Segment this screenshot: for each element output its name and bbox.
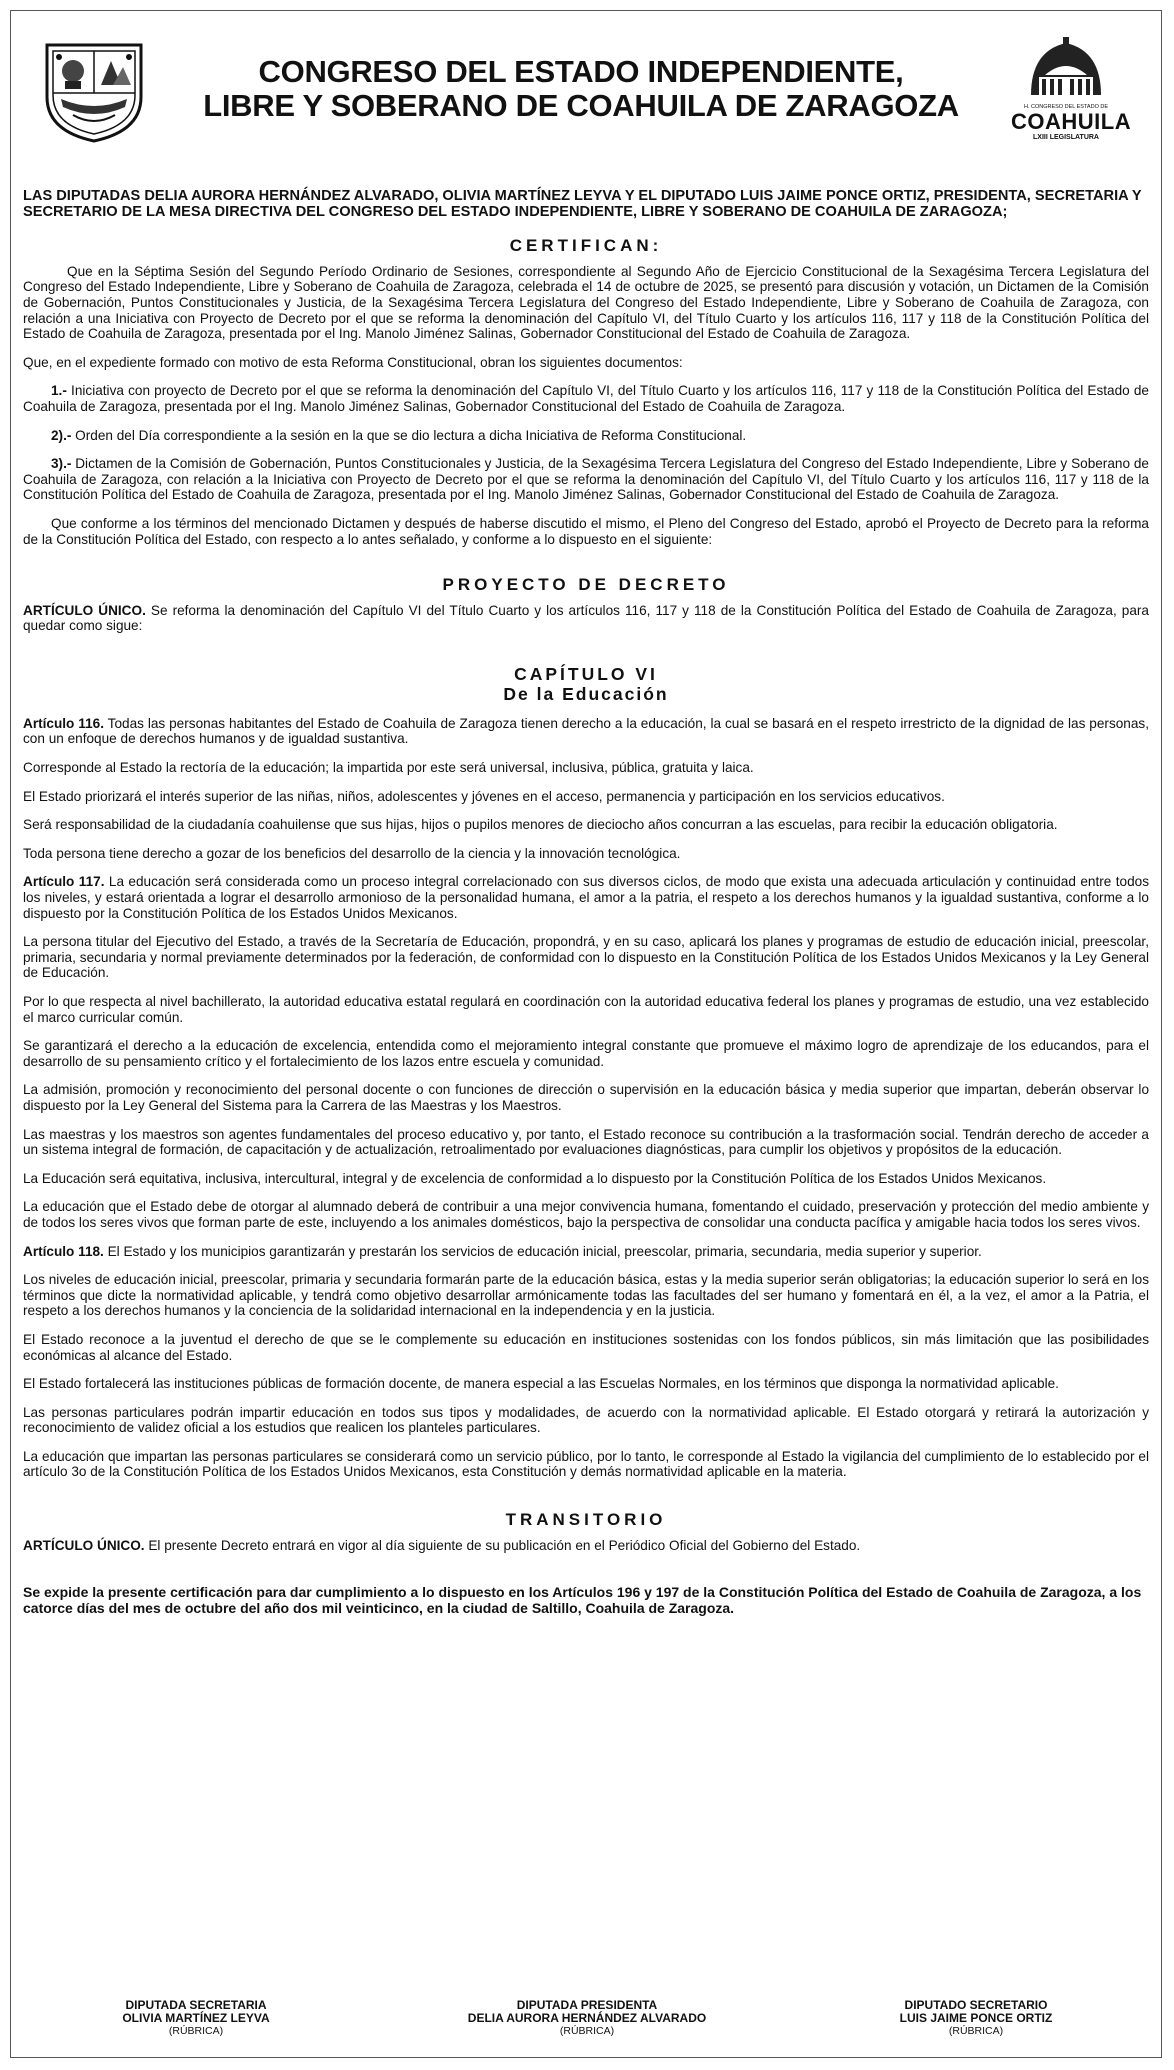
article-label: Artículo 116. — [23, 715, 104, 731]
article-paragraph — [23, 934, 1149, 981]
article-paragraph — [23, 1449, 1149, 1480]
signature-secretaria: DIPUTADA SECRETARIA OLIVIA MARTÍNEZ LEYVA (RÚBRICA) — [122, 1998, 270, 2037]
article-paragraph — [23, 846, 1149, 862]
seal-legislature: LXIII LEGISLATURA — [1033, 134, 1099, 141]
article-text: La educación que el Estado debe de otorgar al alumnado deberá de contribuir a una mejor convivencia humana, fomentando el cuidado, preservación y protección del medio ambiente y de todos los seres vivos que forman parte de este, incluyendo a los animales domésticos, bajo la perspectiva de consolidar una conducta pacífica y amigable hacia todos los seres vivos. — [23, 1199, 1149, 1230]
chapter-subtitle: De la Educación — [503, 683, 669, 704]
article-text: Corresponde al Estado la rectoría de la educación; la impartida por este será universal, inclusiva, pública, gratuita y laica. — [23, 760, 754, 776]
article-paragraph — [23, 1171, 1149, 1187]
article-text: La Educación será equitativa, inclusiva, intercultural, integral y de excelencia de conformidad a lo dispuesto por la Constitución Política de los Estados Unidos Mexicanos. — [23, 1170, 1047, 1186]
article-paragraph — [23, 1376, 1149, 1392]
article-paragraph — [23, 1199, 1149, 1230]
article-text: El Estado reconoce a la juventud el derecho de que se le complemente su educación en instituciones sostenidas con los fondos públicos, sin más limitación que las posibilidades económicas al alcance del Estado. — [23, 1331, 1149, 1363]
article-text: Por lo que respecta al nivel bachillerato, la autoridad educativa estatal regulará en coordinación con la autoridad educativa federal los planes y programas de estudio, una vez establecido el marco curricular común. — [23, 994, 1149, 1025]
page-title — [191, 55, 971, 123]
article-text: La educación será considerada como un proceso integral correlacionado con sus diversos ciclos, de modo que exista una adecuada articulación y continuidad entre todos los niveles, y estará orientada a lograr el desarrollo armonioso de la personalidad humana, el amor a la patria, el respeto a los derechos humanos y la igualdad sustantiva, conforme a lo dispuesto por la Constitución Política de los Estados Unidos Mexicanos. — [23, 874, 1149, 921]
document-item: 2).- Orden del Día correspondiente a la sesión en la que se dio lectura a dicha Iniciativa de Reforma Constitucional. — [51, 427, 747, 443]
article-paragraph — [23, 874, 1149, 921]
article-paragraph — [23, 817, 1149, 833]
certifican-heading: CERTIFICAN: — [509, 236, 663, 256]
signature-presidenta: DIPUTADA PRESIDENTA DELIA AURORA HERNÁNDEZ ALVARADO (RÚBRICA) — [467, 1998, 707, 2037]
closing-statement: Se expide la presente certificación para dar cumplimiento a lo dispuesto en los Artículos 196 y 197 de la Constitución Política del Estado de Coahuila de Zaragoza, a los catorce días del mes de octubre del año dos mil veinticinco, en la ciudad de Saltillo, Coahuila de Zaragoza. — [23, 1584, 1142, 1616]
document-item: 3).- Dictamen de la Comisión de Gobernación, Puntos Constitucionales y Justicia, de la Sexagésima Tercera Legislatura del Congreso del Estado Independiente, Libre y Soberano de Coahuila de Zaragoza, con relación a la Iniciativa con Proyecto de Decreto por el que se reforma la denominación del Capítulo VI, del Título Cuarto y los artículos 116, 117 y 118 de la Constitución Política del Estado de Coahuila de Zaragoza, presentada por el Ing. Manolo Jiménez Salinas, Gobernador Constitucional del Estado de Coahuila de Zaragoza. — [23, 456, 1149, 503]
article-paragraph — [23, 1082, 1149, 1113]
proyecto-heading: PROYECTO DE DECRETO — [442, 575, 730, 595]
expediente-paragraph: Que, en el expediente formado con motivo de esta Reforma Constitucional, obran los siguientes documentos: — [23, 354, 683, 370]
article-text: La persona titular del Ejecutivo del Estado, a través de la Secretaría de Educación, propondrá, y en su caso, aplicará los planes y programas de estudio de educación inicial, preescolar, primaria, secundaria y normal previamente determinados por la federación, de conformidad con lo dispuesto en la Constitución Política de los Estados Unidos Mexicanos y la Ley General de Educación. — [23, 934, 1149, 981]
article-paragraph — [23, 1244, 1149, 1260]
chapter-title: CAPÍTULO VI — [514, 663, 658, 684]
article-text: Se garantizará el derecho a la educación de excelencia, entendida como el mejoramiento integral constante que promueve el máximo logro de aprendizaje de los educandos, para el desarrollo de su pensamiento crítico y el fortalecimiento de los lazos entre escuela y comunidad. — [23, 1038, 1149, 1069]
transitorio-heading: TRANSITORIO — [505, 1510, 667, 1530]
article-text: Las maestras y los maestros son agentes fundamentales del proceso educativo y, por tanto, el Estado reconoce su contribución a la trasformación social. Tendrán derecho de acceder a un sistema integral de formación, de capacitación y de actualización, retroalimentado por evaluaciones diagnósticas, para cumplir los objetivos y propósitos de la educación. — [23, 1126, 1149, 1158]
signatures — [71, 1999, 1101, 2049]
article-paragraph — [23, 994, 1149, 1025]
articles-list — [23, 716, 1149, 1480]
article-paragraph — [23, 1332, 1149, 1363]
article-text: Los niveles de educación inicial, preescolar, primaria y secundaria formarán parte de la educación básica, estas y la media superior serán obligatorias; la educación superior lo será en los términos que dicte la normatividad aplicable, y tendrá como objetivo desarrollar armónicamente todas las facultades del ser humano y fomentará en él, a la vez, el amor a la Patria, el respeto a los derechos humanos y la conciencia de la solidaridad internacional en la independencia y en la justicia. — [23, 1272, 1149, 1319]
page-frame — [10, 10, 1162, 2058]
article-text: Toda persona tiene derecho a gozar de los beneficios del desarrollo de la ciencia y la innovación tecnológica. — [23, 845, 681, 861]
article-paragraph — [23, 1127, 1149, 1158]
article-paragraph — [23, 760, 1149, 776]
seal-top-text: H. CONGRESO DEL ESTADO DE — [1023, 104, 1109, 110]
articulo-unico: ARTÍCULO ÚNICO. Se reforma la denominación del Capítulo VI del Título Cuarto y los artículos 116, 117 y 118 de la Constitución Política del Estado de Coahuila de Zaragoza, para quedar como sigue: — [23, 602, 1149, 634]
article-paragraph — [23, 1272, 1149, 1319]
article-text: La admisión, promoción y reconocimiento del personal docente o con funciones de dirección o supervisión en la educación básica y media superior que impartan, deberán observar lo dispuesto por la Ley General del Sistema para la Carrera de las Maestras y los Maestros. — [23, 1082, 1149, 1113]
article-paragraph — [23, 1405, 1149, 1436]
article-label: Artículo 118. — [23, 1243, 104, 1259]
intro-paragraph: LAS DIPUTADAS DELIA AURORA HERNÁNDEZ ALVARADO, OLIVIA MARTÍNEZ LEYVA Y EL DIPUTADO LUIS JAIME PONCE ORTIZ, PRESIDENTA, SECRETARIA Y SECRETARIO DE LA MESA DIRECTIVA DEL CONGRESO DEL ESTADO INDEPENDIENTE, LIBRE Y SOBERANO DE COAHUILA DE ZARAGOZA; — [23, 188, 1142, 220]
coat-of-arms-icon — [39, 35, 149, 145]
article-text: Todas las personas habitantes del Estado de Coahuila de Zaragoza tienen derecho a la educación, la cual se basará en el respeto irrestricto de la dignidad de las personas, con un enfoque de derechos humanos y de igualdad sustantiva. — [23, 715, 1149, 747]
signature-secretario: DIPUTADO SECRETARIO LUIS JAIME PONCE ORTIZ (RÚBRICA) — [899, 1998, 1053, 2037]
article-text: El Estado fortalecerá las instituciones públicas de formación docente, de manera especial a las Escuelas Normales, en los términos que disponga la normatividad aplicable. — [23, 1376, 1059, 1392]
congress-seal — [1011, 37, 1132, 145]
article-label: Artículo 117. — [23, 874, 105, 890]
certifican-paragraph: Que en la Séptima Sesión del Segundo Período Ordinario de Sesiones, correspondiente al Segundo Año de Ejercicio Constitucional de la Sexagésima Tercera Legislatura del Congreso del Estado Independiente, Libre y Soberano de Coahuila de Zaragoza, celebrada el 14 de octubre de 2025, se presentó para discusión y votación, un Dictamen de la Comisión de Gobernación, Puntos Constitucionales y Justicia, de la Sexagésima Tercera Legislatura del Congreso del Estado Independiente, Libre y Soberano de Coahuila de Zaragoza, con relación a una Iniciativa con Proyecto de Decreto por el que se reforma la denominación del Capítulo VI, del Título Cuarto y los artículos 116, 117 y 118 de la Constitución Política del Estado de Coahuila de Zaragoza, presentada por el Ing. Manolo Jiménez Salinas, Gobernador Constitucional del Estado de Coahuila de Zaragoza. — [23, 263, 1149, 342]
title-line-2: LIBRE Y SOBERANO DE COAHUILA DE ZARAGOZA — [203, 88, 959, 123]
article-text: El Estado priorizará el interés superior de las niñas, niños, adolescentes y jóvenes en el acceso, permanencia y participación en los servicios educativos. — [23, 788, 945, 804]
seal-name: COAHUILA — [1011, 109, 1132, 134]
title-line-1: CONGRESO DEL ESTADO INDEPENDIENTE, — [258, 54, 904, 89]
article-text: La educación que impartan las personas particulares se considerará como un servicio público, por lo tanto, le corresponde al Estado la vigilancia del cumplimiento de lo establecido por el artículo 3o de la Constitución Política de los Estados Unidos Mexicanos, esta Constitución y demás normatividad aplicable en la materia. — [23, 1448, 1149, 1480]
article-text: El Estado y los municipios garantizarán y prestarán los servicios de educación inicial, preescolar, primaria, secundaria, media superior y superior. — [103, 1243, 982, 1259]
article-paragraph — [23, 789, 1149, 805]
document-body — [23, 189, 1149, 1629]
transitorio-article: ARTÍCULO ÚNICO. El presente Decreto entrará en vigor al día siguiente de su publicación en el Periódico Oficial del Gobierno del Estado. — [23, 1537, 861, 1553]
article-text: Será responsabilidad de la ciudadanía coahuilense que sus hijas, hijos o pupilos menores de dieciocho años concurran a las escuelas, para recibir la educación obligatoria. — [23, 817, 1058, 833]
document-item: 1.- Iniciativa con proyecto de Decreto por el que se reforma la denominación del Capítulo VI, del Título Cuarto y los artículos 116, 117 y 118 de la Constitución Política del Estado de Coahuila de Zaragoza, presentada por el Ing. Manolo Jiménez Salinas, Gobernador Constitucional del Estado de Coahuila de Zaragoza. — [23, 383, 1149, 414]
article-paragraph — [23, 716, 1149, 747]
header — [11, 11, 1163, 141]
conforme-paragraph: Que conforme a los términos del mencionado Dictamen y después de haberse discutido el mismo, el Pleno del Congreso del Estado, aprobó el Proyecto de Decreto para la reforma de la Constitución Política del Estado, con respecto a lo antes señalado, y conforme a lo dispuesto en el siguiente: — [23, 515, 1149, 547]
article-paragraph — [23, 1038, 1149, 1069]
article-text: Las personas particulares podrán impartir educación en todos sus tipos y modalidades, de acuerdo con la normatividad aplicable. El Estado otorgará y retirará la autorización y reconocimiento de validez oficial a los estudios que realicen los planteles particulares. — [23, 1404, 1149, 1436]
capitol-dome-icon — [1011, 37, 1121, 99]
